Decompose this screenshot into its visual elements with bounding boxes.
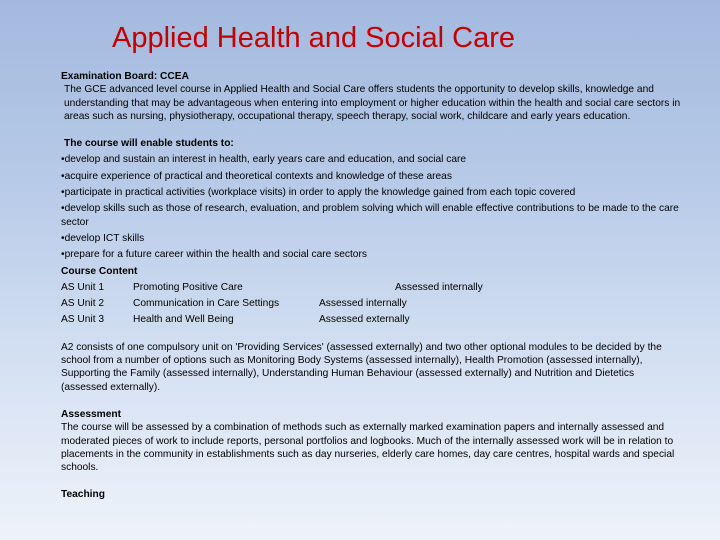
page-title: Applied Health and Social Care (112, 22, 516, 54)
unit-assessment: Assessed internally (319, 298, 407, 310)
spacer (61, 474, 683, 488)
spacer (61, 394, 683, 408)
unit-title: Promoting Positive Care (133, 281, 243, 293)
unit-assessment: Assessed internally (395, 281, 483, 293)
spacer (61, 123, 683, 137)
unit-row (61, 281, 683, 294)
teaching-heading: Teaching (61, 489, 105, 501)
unit-row (61, 313, 683, 326)
unit-code: AS Unit 1 (61, 281, 105, 293)
unit-code: AS Unit 3 (61, 314, 105, 326)
course-content-heading: Course Content (61, 265, 138, 277)
bullet-item: •develop and sustain an interest in health, early years care and education, and social care (61, 154, 467, 166)
unit-code: AS Unit 2 (61, 298, 105, 310)
assessment-paragraph: The course will be assessed by a combination of methods such as externally marked examination papers and internally assessed and moderated pieces of work to include reports, personal portfolios and logbooks. Much of the internally assessed work will be in relation to placements in the community in establishments such as day nurseries, elderly care homes, day care centres, hospital wards and special schools. (61, 422, 675, 474)
slide-body (61, 70, 683, 502)
a2-paragraph: A2 consists of one compulsory unit on 'Providing Services' (assessed externally) and two other optional modules to be decided by the school from a number of options such as Monitoring Body Systems (assessed internally), Health Promotion (assessed internally), Supporting the Family (assessed internally), Understanding Human Behaviour (assessed externally) and Nutrition and Dietetics (assessed externally). (61, 341, 662, 393)
bullet-item: •develop ICT skills (61, 232, 145, 244)
bullet-item: •develop skills such as those of research, evaluation, and problem solving which will enable effective contributions to be made to the care sector (61, 203, 679, 228)
unit-assessment: Assessed externally (319, 314, 410, 326)
unit-title: Communication in Care Settings (133, 298, 280, 310)
intro-paragraph: The GCE advanced level course in Applied Health and Social Care offers students the opportunity to develop skills, knowledge and understanding that may be advantageous when entering into employment or higher education within the health and social care sectors in areas such as nursing, physiotherapy, occupational therapy, speech therapy, social work, childcare and early years education. (64, 84, 681, 122)
enable-heading: The course will enable students to: (64, 138, 234, 150)
unit-row (61, 297, 683, 310)
exam-board: Examination Board: CCEA (61, 71, 189, 82)
unit-title: Health and Well Being (133, 314, 234, 326)
spacer (61, 327, 683, 341)
assessment-heading: Assessment (61, 408, 122, 420)
bullet-item: •acquire experience of practical and theoretical contexts and knowledge of these areas (61, 170, 452, 182)
bullet-item: •prepare for a future career within the health and social care sectors (61, 249, 367, 261)
bullet-item: •participate in practical activities (workplace visits) in order to apply the knowledge gained from each topic covered (61, 187, 576, 199)
